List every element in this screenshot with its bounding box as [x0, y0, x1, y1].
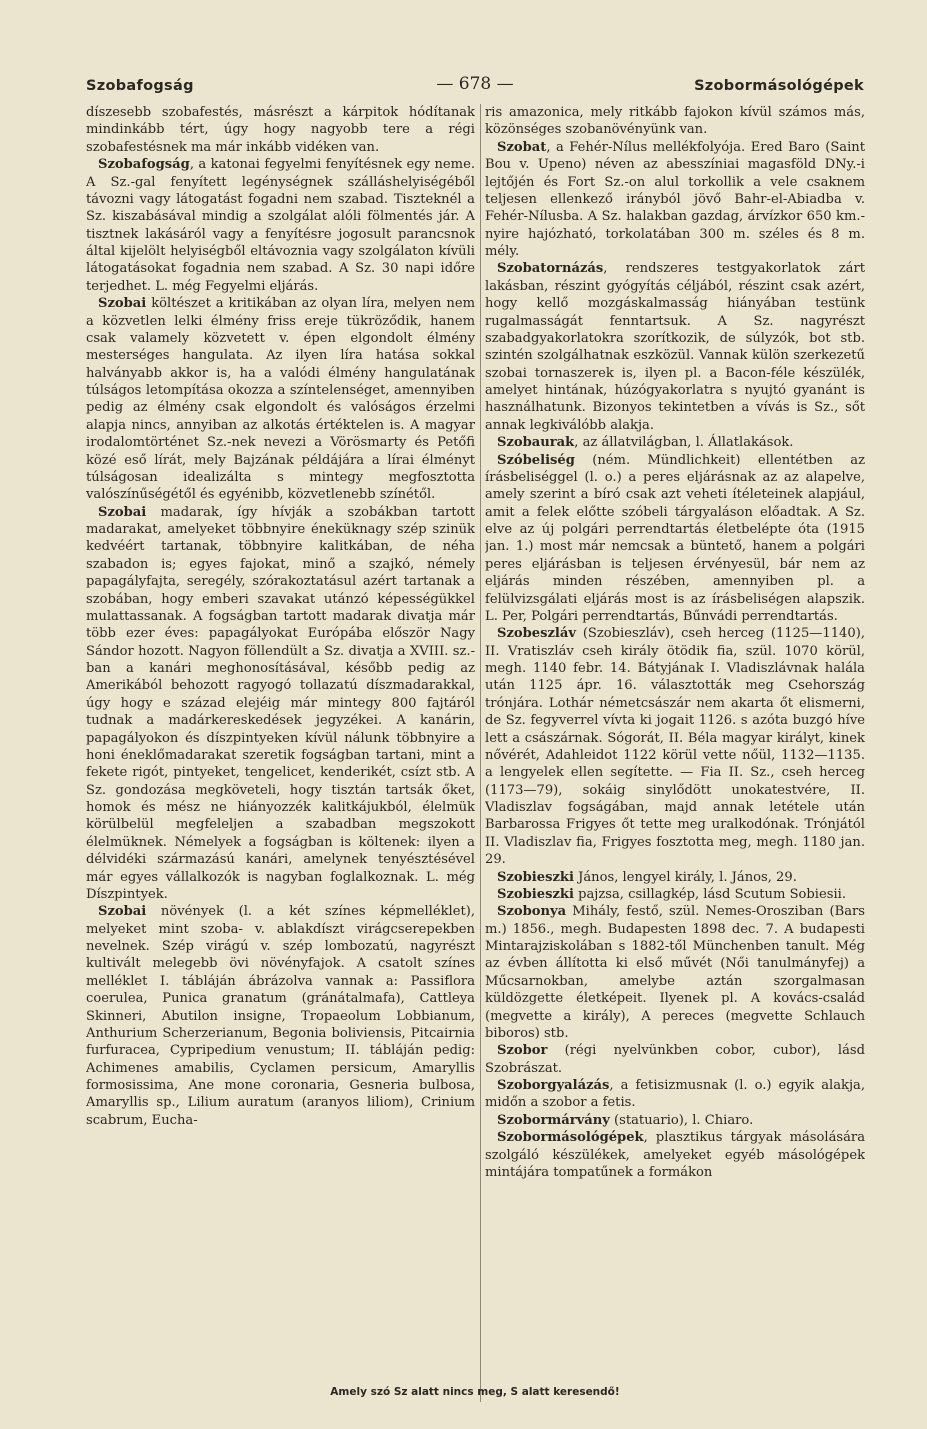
headword: Szobatornázás: [497, 261, 604, 277]
entry-szobai-kolteszet: Szobai költészet a kritikában az olyan líra, melyen nem a közvetlen lelki élmény friss ereje tükröződik, hanem csak valamely közvetett v. épen elgondolt élmény mesterséges hangulata. Az ilyen líra hatása sokkal halványabb akkor is, ha a valódi élmény hangulatának túlságos letompítása okozza a színtelenséget, amennyiben pedig az élmény csak elgondolt és valóságos érzelmi alapja nincs, annyiban az alkotás értéktelen is. A magyar irodalomtörténet Sz.-nek nevezi a Vörösmarty és Petőfi közé eső lírát, mely Bajzának példájára a lírai élményt túlságosan idealizálta s mintegy megfosztotta valószínűségétől és egyénibb, közvetlenebb színétől.: [86, 296, 475, 503]
headword: Szobai: [98, 296, 147, 312]
entry-szobieszki-janos: Szobieszki János, lengyel király, l. János, 29.: [497, 869, 797, 885]
entry-szobat: Szobat, a Fehér-Nílus mellékfolyója. Ered Baro (Saint Bou v. Upeno) néven az abesszíniai magasföld DNy.-i lejtőjén és Fort Sz.-on alul torkollik a vele csaknem teljesen ellenkező irányból jövő Bahr-el-Abiadba v. Fehér-Nílusba. A Sz. halakban gazdag, árvízkor 650 km.-nyire hajózható, torkolatában 300 m. széles és 8 m. mély.: [485, 139, 865, 259]
header-last-entry: Szobormásológépek: [694, 78, 864, 94]
entry-szobonya-mihaly: Szobonya Mihály, festő, szül. Nemes-Orosziban (Bars m.) 1856., megh. Budapesten 1898 dec. 7. A budapesti Mintarajziskolában s 1882-től Münchenben tanult. Még az évben állította ki első művét (Női tanulmányfej) a Műcsarnokban, amelybe aztán szorgalmasan küldözgette életképeit. Ilyenek pl. A kovács-család (megvette a király), A pereces (megvette Schlauch biboros) stb.: [485, 904, 865, 1041]
entry-szobor: Szobor (régi nyelvünkben cobor, cubor), lásd Szobrászat.: [485, 1043, 865, 1076]
entry-szoborgyalazas: Szoborgyalázás, a fetisizmusnak (l. o.) egyik alakja, midőn a szobor a fetis.: [485, 1078, 865, 1111]
headword: Szóbeliség: [497, 452, 575, 468]
right-column: [485, 104, 865, 1404]
entry-szobaurak: Szobaurak, az állatvilágban, l. Állatlakások.: [497, 435, 794, 451]
headword: Szobormásológépek: [497, 1130, 644, 1146]
entry-szobeszlav: Szobeszláv (Szobieszláv), cseh herceg (1125—1140), II. Vratiszláv cseh király ötödik fia, szül. 1070 körül, megh. 1140 febr. 14. Bátyjának I. Vladiszlávnak halála után 1125 ápr. 16. választották meg Csehország trónjára. Lothár németcsászár nem akarta őt elismerni, de Sz. fegyverrel vívta ki jogait 1126. s azóta buzgó híve lett a császárnak. Sógorát, II. Béla magyar királyt, kinek nővérét, Adahleidot 1122 körül vette nőül, 1132—1135. a lengyelek ellen segítette. — Fia II. Sz., cseh herceg (1173—79), sokáig sinylődött unokatestvére, II. Vladiszlav fogságában, majd annak letétele után Barbarossa Frigyes őt tette meg uralkodónak. Trónjától II. Vladiszlav fia, Frigyes fosztotta meg, megh. 1180 jan. 29.: [485, 626, 865, 868]
entry-continuation: díszesebb szobafestés, másrészt a kárpitok hódítanak mindinkább tért, úgy hogy nagyobb tere a régi szobafestésnek ma már inkább vidéken van.: [86, 105, 475, 155]
headword: Szobaurak: [497, 435, 575, 451]
left-column: [86, 104, 475, 1404]
headword: Szobonya: [497, 904, 567, 920]
entry-szobeliseg: Szóbeliség (ném. Mündlichkeit) ellentétben az írásbeliséggel (l. o.) a peres eljárásnak az az alapelve, amely szerint a bíró csak azt veheti ítéleteinek alapjául, amit a felek előtte szóbeli tárgyaláson előadtak. A Sz. elve az új polgári perrendtartás életbelépte óta (1915 jan. 1.) most már nemcsak a büntető, hanem a polgári peres eljárásban is teljesen érvényesül, bár nem az eljárás minden részében, amennyiben pl. a felülvizsgálati eljárás most is az írásbeliségen alapszik. L. Per, Polgári perrendtartás, Bűnvádi perrendtartás.: [485, 452, 865, 624]
entry-szobai-novenyek: Szobai növények (l. a két színes képmelléklet), melyeket mint szoba- v. ablakdíszt virágcserepekben nevelnek. Szép virágú v. szép lombozatú, nagyrészt kultivált melegebb övi növényfajok. A csatolt színes melléklet I. tábláján ábrázolva vannak a: Passiflora coerulea, Punica granatum (gránátalmafa), Cattleya Skinneri, Abutilon insigne, Tropaeolum Lobbianum, Anthurium Scherzerianum, Begonia boliviensis, Pitcairnia furfuracea, Cypripedium venustum; II. tábláján pedig: Achimenes amabilis, Cyclamen persicum, Amaryllis formosissima, Ane mone coronaria, Gesneria bulbosa, Amaryllis sp., Lilium auratum (aranyos liliom), Crinium scabrum, Eucha-: [86, 904, 475, 1128]
entry-szobieszki-pajzsa: Szobieszki pajzsa, csillagkép, lásd Scutum Sobiesii.: [497, 886, 847, 902]
entry-szobatornazas: Szobatornázás, rendszeres testgyakorlatok zárt lakásban, részint gyógyítás céljából, részint csak azért, hogy kellő mozgáskalmasság hiányában testünk rugalmasságát fenntartsuk. A Sz. nagyrészt szabadgyakorlatokra szorítkozik, de súlyzók, bot stb. szintén szolgálhatnak eszközül. Vannak külön szerkezetű szobai tornaszerek is, ilyen pl. a Bacon-féle készülék, amelyet hintának, húzógyakorlatra s nyujtó gyanánt is használhatunk. Bizonyos tekintetben a vívás is Sz., sőt annak legkiválóbb alakja.: [485, 261, 865, 433]
footer-note: Amely szó Sz alatt nincs meg, S alatt keresendő!: [330, 1386, 620, 1398]
headword: Szobormárvány: [497, 1112, 610, 1128]
headword: Szobat: [497, 139, 547, 155]
header-first-entry: Szobafogság: [86, 78, 194, 94]
running-header: [86, 74, 864, 96]
entry-szobafogsag: Szobafogság, a katonai fegyelmi fenyítésnek egy neme. A Sz.-gal fenyített legénységnek szálláshelyiségéből távozni vagy látogatást fogadni nem szabad. Tiszteknél a Sz. kiszabásával mindig a szolgálat alóli fölmentés jár. A tisztnek lakásáról vagy a fenyítésre jogosult parancsnok által kijelölt helyiségből eltávoznia vagy szolgálaton kívüli látogatásokat fogadnia nem szabad. A Sz. 30 napi időre terjedhet. L. még Fegyelmi eljárás.: [86, 157, 475, 294]
headword: Szobieszki: [497, 869, 574, 885]
headword: Szoborgyalázás: [497, 1078, 610, 1093]
entry-continuation-right: ris amazonica, mely ritkább fajokon kívül számos más, közönséges szobanövényünk van.: [485, 105, 865, 138]
entry-szobormasologepek: Szobormásológépek, plasztikus tárgyak másolására szolgáló készülékek, amelyeket egyéb másológépek mintájára tompatűnek a formákon: [485, 1130, 865, 1180]
headword: Szobieszki: [497, 886, 574, 902]
column-divider: [480, 104, 481, 1402]
headword: Szobai: [98, 904, 147, 920]
headword: Szobor: [497, 1043, 548, 1059]
entry-szobormarvany: Szobormárvány (statuario), l. Chiaro.: [497, 1112, 754, 1128]
headword: Szobai: [98, 504, 147, 520]
headword: Szobeszláv: [497, 626, 576, 642]
headword: Szobafogság: [98, 157, 190, 173]
entry-szobai-madarak: Szobai madarak, így hívják a szobákban tartott madarakat, amelyeket többnyire éneküknagy szép szinük kedvéért tartanak, többnyire kalitkában, de néha szabadon is; egyes fajokat, minő a szajkó, némely papagályfajta, seregély, szórakoztatásul azért tartanak a szobában, hogy emberi szavakat utánzó képességükkel mulattassanak. A fogságban tartott madarak divatja már több ezer éves: papagályokat Európába először Nagy Sándor hozott. Nagyon föllendült a Sz. divatja a XVIII. sz.-ban a kanári meghonosításával, később pedig az Amerikából behozott ragyogó tollazatú díszmadarakkal, úgy hogy e század elejéig már mintegy 800 fajtáról tudnak a madárkereskedések jegyzékei. A kanárin, papagályokon és díszpintyeken kívül nálunk többnyire a honi éneklőmadarakat szeretik fogságban tartani, mint a fekete rigót, pintyeket, tengelicet, kenderikét, csízt stb. A Sz. gondozása megköveteli, hogy tisztán tartsák őket, homok és mész ne hiányozzék kalitkájukból, élelmük körülbelül megfeleljen a szabadban megszokott élelmüknek. Némelyek a fogságban is költenek: ilyen a délvidéki származású kanári, amelynek tenyésztésével már egyes vállalkozók is nagyban foglalkoznak. L. még Díszpintyek.: [86, 504, 475, 902]
page-number: — 678 —: [436, 74, 514, 94]
